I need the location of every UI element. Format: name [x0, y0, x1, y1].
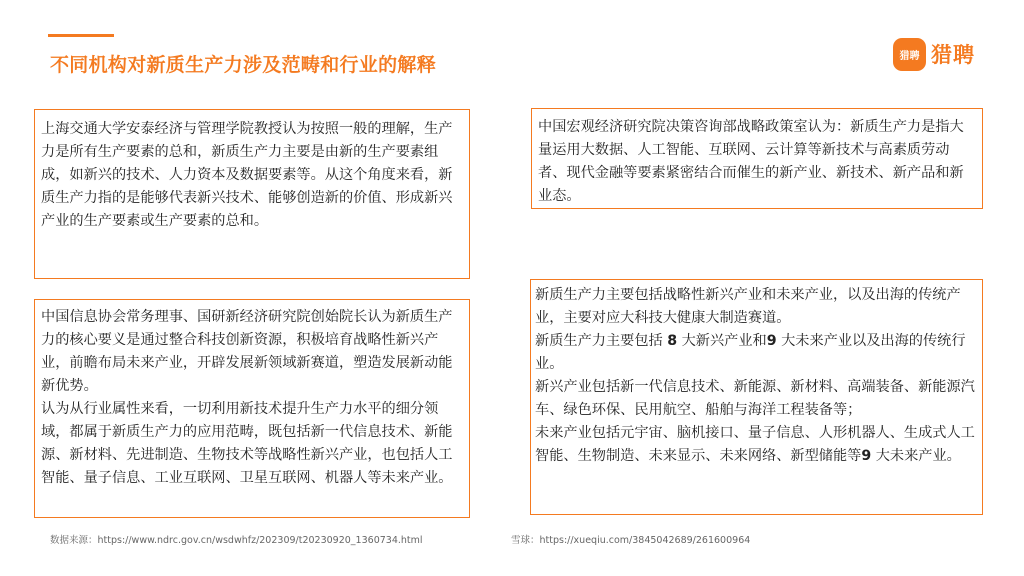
brand-logo — [893, 37, 993, 71]
industries-paragraph-2 — [535, 330, 978, 376]
industries-paragraph-4-post: 大未来产业。 — [871, 448, 961, 464]
industries-paragraph-4 — [535, 422, 978, 468]
emerging-industry-count: 8 — [667, 333, 678, 349]
data-source-left: 数据来源：https://www.ndrc.gov.cn/wsdwhfz/202309/t20230920_1360734.html — [50, 535, 423, 546]
logo-icon: 猎聘 — [893, 38, 926, 71]
industries-paragraph-1: 新质生产力主要包括战略性新兴产业和未来产业，以及出海的传统产业，主要对应大科技大健康大制造赛道。 — [535, 287, 961, 326]
industries-paragraph-4-pre: 未来产业包括元宇宙、脑机接口、量子信息、人形机器人、生成式人工智能、生物制造、未来显示、未来网络、新型储能等 — [535, 425, 975, 464]
industries-paragraph-2-pre: 新质生产力主要包括 — [535, 333, 668, 349]
info-association-paragraph-2: 认为从行业属性来看，一切利用新技术提升生产力水平的细分领域，都属于新质生产力的应用范畴，既包括新一代信息技术、新能源、新材料、先进制造、生物技术等战略性新兴产业，也包括人工智能、量子信息、工业互联网、卫星互联网、机器人等未来产业。 — [41, 401, 453, 486]
macro-research-explanation-text: 中国宏观经济研究院决策咨询部战略政策室认为：新质生产力是指大量运用大数据、人工智能、互联网、云计算等新技术与高素质劳动者、现代金融等要素紧密结合而催生的新产业、新技术、新产品和新业态。 — [538, 119, 964, 204]
sjtu-explanation-box — [34, 109, 470, 279]
future-industry-count-repeat: 9 — [861, 448, 872, 464]
page-title: 不同机构对新质生产力涉及范畴和行业的解释 — [50, 54, 437, 76]
data-source-right: 雪球：https://xueqiu.com/3845042689/261600964 — [511, 535, 751, 546]
industries-paragraph-2-mid: 大新兴产业和 — [677, 333, 767, 349]
future-industry-count: 9 — [766, 333, 777, 349]
sjtu-explanation-text: 上海交通大学安泰经济与管理学院教授认为按照一般的理解，生产力是所有生产要素的总和，新质生产力主要是由新的生产要素组成，如新兴的技术、人力资本及数据要素等。从这个角度来看，新质生产力指的是能够代表新兴技术、能够创造新的价值、形成新兴产业的生产要素或生产要素的总和。 — [41, 121, 453, 229]
info-association-paragraph-1: 中国信息协会常务理事、国研新经济研究院创始院长认为新质生产力的核心要义是通过整合科技创新资源，积极培育战略性新兴产业，前瞻布局未来产业，开辟发展新领域新赛道，塑造发展新动能新优势。 — [41, 309, 453, 394]
logo-text: 猎聘 — [931, 43, 975, 67]
industries-paragraph-3: 新兴产业包括新一代信息技术、新能源、新材料、高端装备、新能源汽车、绿色环保、民用航空、船舶与海洋工程装备等； — [535, 379, 975, 418]
title-accent-line — [48, 34, 114, 37]
industries-paragraph-2-post: 大未来产业以及出海的传统行业。 — [535, 333, 966, 372]
industries-summary-box — [530, 279, 983, 515]
macro-research-explanation-box — [531, 108, 983, 209]
info-association-explanation-box — [34, 299, 470, 518]
